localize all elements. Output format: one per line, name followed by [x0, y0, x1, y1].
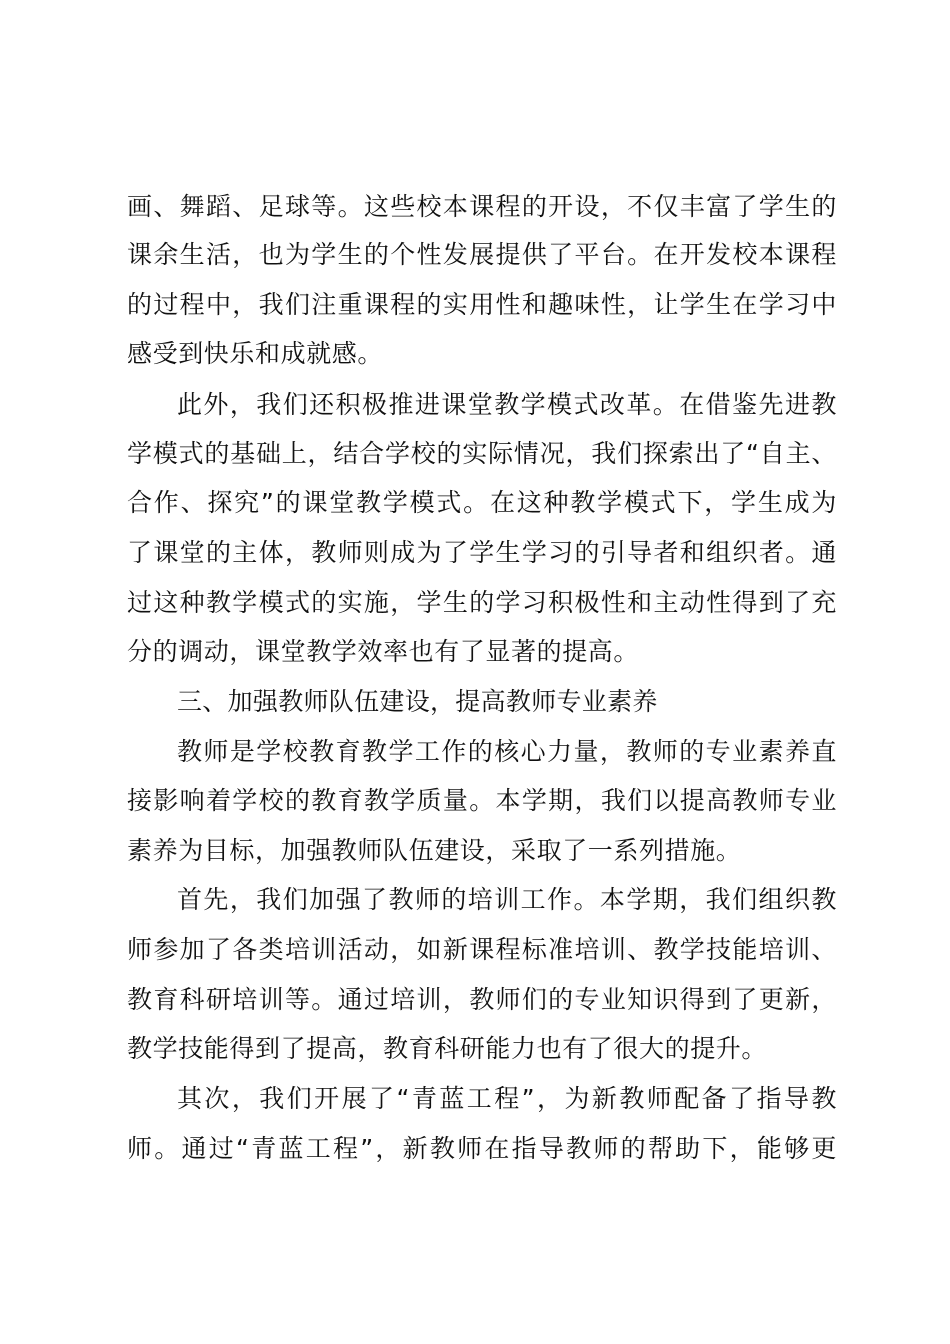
paragraph-first-line: 首先，我们加强了教师的培训工作。本学期，我们组织教 [177, 885, 837, 914]
text-line: 画、舞蹈、足球等。这些校本课程的开设，不仅丰富了学生的 [127, 192, 837, 221]
text-line: 了课堂的主体，教师则成为了学生学习的引导者和组织者。通 [127, 538, 837, 567]
text-line: 师参加了各类培训活动，如新课程标准培训、教学技能培训、 [127, 935, 837, 964]
text-line: 分的调动，课堂教学效率也有了显著的提高。 [127, 637, 640, 666]
text-line: 教育科研培训等。通过培训，教师们的专业知识得到了更新， [127, 985, 837, 1014]
text-line: 素养为目标，加强教师队伍建设，采取了一系列措施。 [127, 836, 742, 865]
text-line: 合作、探究”的课堂教学模式。在这种教学模式下，学生成为 [127, 488, 837, 517]
text-line: 课余生活，也为学生的个性发展提供了平台。在开发校本课程 [127, 240, 837, 269]
section-heading: 三、加强教师队伍建设，提高教师专业素养 [177, 687, 658, 716]
text-line: 的过程中，我们注重课程的实用性和趣味性，让学生在学习中 [127, 290, 837, 319]
text-line: 接影响着学校的教育教学质量。本学期，我们以提高教师专业 [127, 786, 837, 815]
paragraph-first-line: 教师是学校教育教学工作的核心力量，教师的专业素养直 [177, 737, 837, 766]
text-line: 师。通过“青蓝工程”，新教师在指导教师的帮助下，能够更 [127, 1134, 837, 1163]
text-line: 感受到快乐和成就感。 [127, 339, 384, 368]
paragraph-first-line: 其次，我们开展了“青蓝工程”，为新教师配备了指导教 [177, 1084, 837, 1113]
text-line: 过这种教学模式的实施，学生的学习积极性和主动性得到了充 [127, 588, 837, 617]
text-line: 学模式的基础上，结合学校的实际情况，我们探索出了“自主、 [127, 439, 837, 468]
text-line: 教学技能得到了提高，教育科研能力也有了很大的提升。 [127, 1034, 768, 1063]
paragraph-first-line: 此外，我们还积极推进课堂教学模式改革。在借鉴先进教 [177, 390, 837, 419]
